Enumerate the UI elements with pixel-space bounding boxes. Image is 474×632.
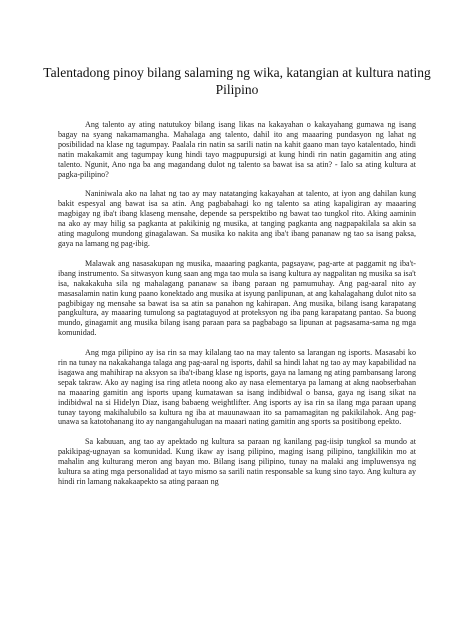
document-body <box>58 120 416 497</box>
paragraph-2: Naniniwala ako na lahat ng tao ay may natatanging kakayahan at talento, at iyon ang dahilan kung bakit espesyal ang bawat isa sa atin. Ang pagbabahagi ko ng talento sa ating kapaligiran ay maaaring magbigay ng iba't ibang klaseng mensahe, depende sa perspektibo ng bawat tao tungkol rito. Aking aaminin na ako ay may hilig sa pagkanta at pakikinig ng musika, at tanging pagkanta ang nagpapakilala sa akin sa ating magulong mundong ginagalawan. Sa musika ko nakita ang iba't ibang pananaw ng tao sa isang paksa, gaya na lamang ng pag-ibig. <box>58 189 416 248</box>
paragraph-5: Sa kabuuan, ang tao ay apektado ng kultura sa paraan ng kanilang pag-iisip tungkol sa mundo at pakikipag-ugnayan sa komunidad. Kung ikaw ay isang pilipino, maging isang pilipino, tangkilikin mo at mahalin ang kulturang meron ang bayan mo. Bilang isang pilipino, tunay na malaki ang impluwensya ng kultura sa ating mga personalidad at tayo mismo sa sarili natin responsable sa kung sino tayo. Ang kultura ay hindi rin lamang nakakaapekto sa ating paraan ng <box>58 437 416 486</box>
paragraph-4: Ang mga pilipino ay isa rin sa may kilalang tao na may talento sa larangan ng isports. Masasabi ko rin na tunay na nakakahanga talaga ang pag-aaral ng isports, dahil sa hindi lahat ng tao ay may kapabilidad na isagawa ang mahihirap na aksyon sa iba't-ibang klase ng isports, gaya na lamang ng ating pambansang larong sepak takraw. Ako ay naging isa ring atleta noong ako ay nasa elementarya pa lamang at akng naobserbahan na maaaring gamitin ang isports upang kumatawan sa isang indibidwal o bansa, gaya ng isang sikat na indibidwal na si Hidelyn Diaz, isang babaeng weightlifter. Ang isports ay isa rin sa ilang mga paraan upang tunay tayong makihalubilo sa kultura ng iba at mauunawaan ito sa pamamagitan ng pakikilahok. Ang pag-unawa sa katotohanang ito ay nangangahulugan na maaari nating gamitin ang sports sa positibong epekto. <box>58 348 416 427</box>
document-title: Talentadong pinoy bilang salaming ng wika, katangian at kultura nating Pilipino <box>43 65 431 97</box>
paragraph-3: Malawak ang nasasakupan ng musika, maaaring pagkanta, pagsayaw, pag-arte at paggamit ng iba't-ibang instrumento. Sa sitwasyon kung saan ang mga tao mula sa isang kultura ay nagpalitan ng musika sa isa't isa, nakakakuha sila ng mahalagang pananaw sa ibang paraan ng pamumuhay. Ang pag-aaral nito ay masasalamin natin kung paano konektado ang musika at isyung panlipunan, at ang kahalagahang dulot nito sa pagbibigay ng mensahe sa bawat isa sa atin sa panahon ng kahirapan. Ang musika, bilang isang karapatang pangkultura, ay maaaring tumulong sa pagtataguyod at proteksyon ng iba pang karapatang pantao. Sa buong mundo, ginagamit ang musika bilang isang paraan para sa pagbabago sa lipunan at pagsasama-sama ng mga komunidad. <box>58 258 416 338</box>
paragraph-1: Ang talento ay ating natutukoy bilang isang likas na kakayahan o kakayahang gumawa ng isang bagay na syang nakamamangha. Mahalaga ang talento, dahil ito ang maaaring pundasyon ng lahat ng posibilidad na klase ng tagumpay. Paalala rin natin sa sarili natin na kahit gaano man tayo katalentado, hindi natin makakamit ang tagumpay kung hindi tayo magpupursigi at kung hindi rin natin gagamitin ang ating talento. Ngunit, Ano nga ba ang magandang dulot ng talento sa bawat isa sa atin? - Ialo sa ating kultura at pagka-pilipino? <box>58 120 416 179</box>
